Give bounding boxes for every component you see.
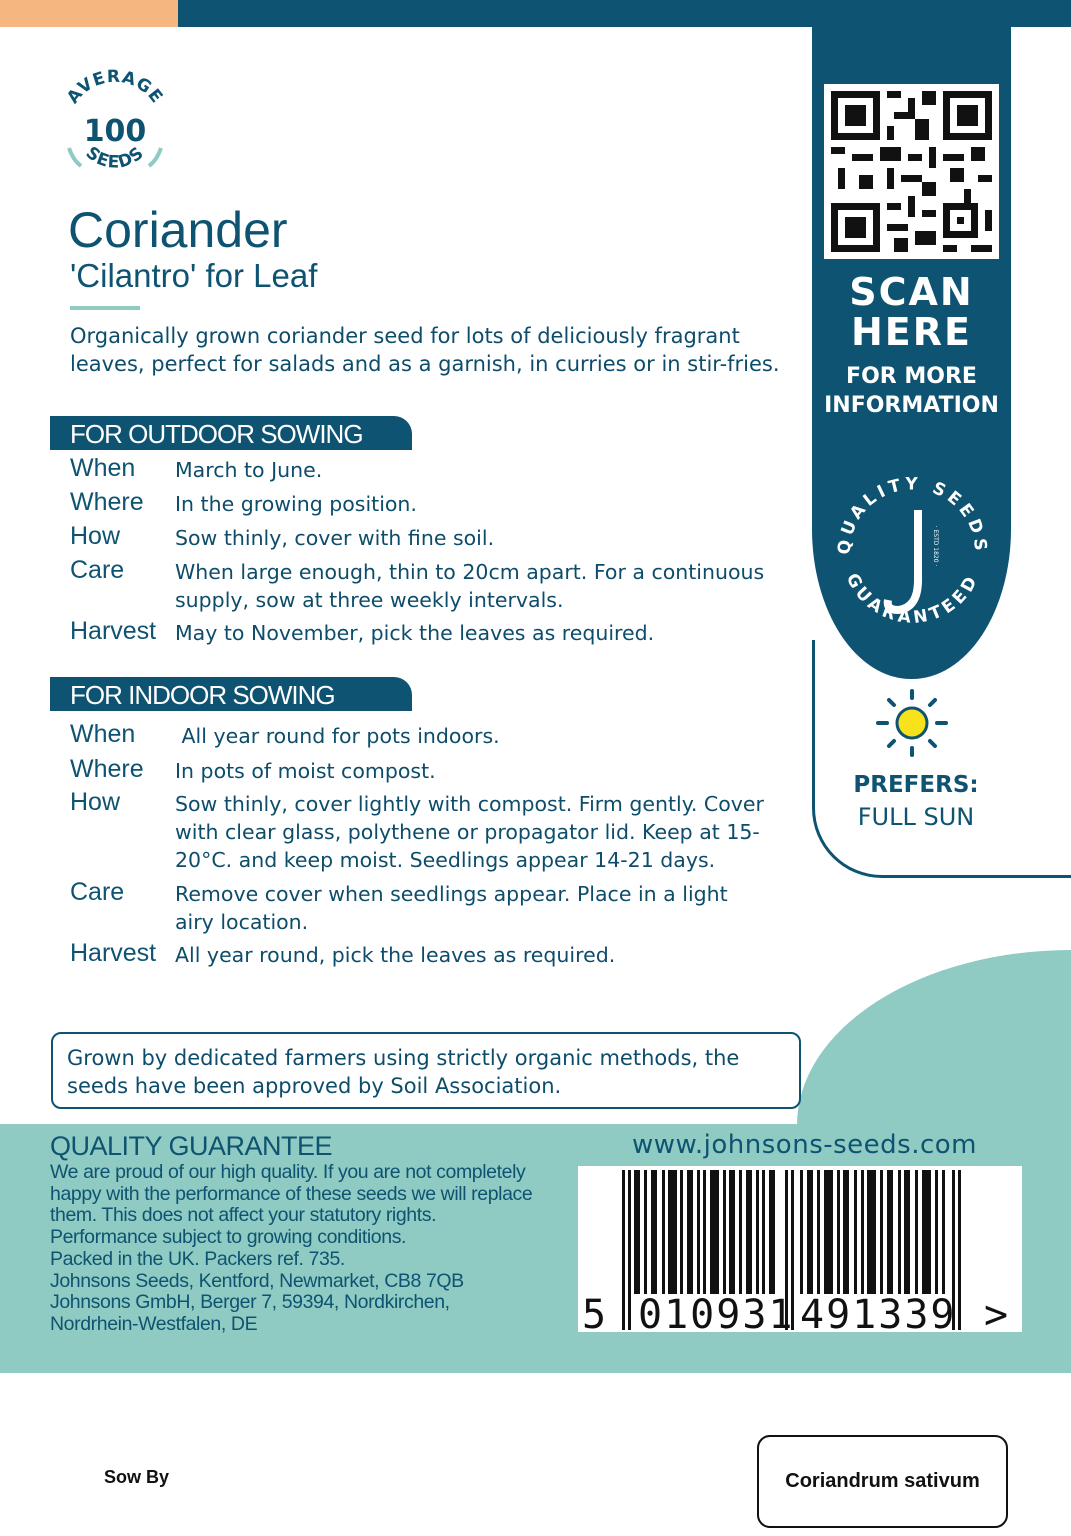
sow-by-label: Sow By — [104, 1467, 170, 1487]
barcode — [578, 1166, 1022, 1332]
outdoor-how-text: Sow thinly, cover with fine soil. — [175, 526, 495, 550]
latin-name-box — [757, 1435, 1008, 1528]
indoor-where-label: Where — [70, 755, 144, 783]
barcode-bars — [578, 1166, 1022, 1332]
qg-line: Johnsons GmbH, Berger 7, 59394, Nordkirchen, — [50, 1291, 450, 1314]
indoor-sowing-heading: FOR INDOOR SOWING — [50, 677, 412, 711]
badge-top-text: AVERAGE — [63, 68, 167, 108]
indoor-when-text: All year round for pots indoors. — [175, 724, 500, 748]
indoor-harvest-label: Harvest — [70, 939, 157, 967]
outdoor-care-text: When large enough, thin to 20cm apart. For a continuous supply, sow at three weekly intervals. — [175, 560, 765, 612]
svg-text:AVERAGE — [63, 68, 167, 108]
indoor-where-text: In pots of moist compost. — [175, 759, 436, 783]
top-bar — [178, 0, 1071, 27]
qg-line: Johnsons Seeds, Kentford, Newmarket, CB8 7QB — [50, 1269, 464, 1292]
sun-preference-value: FULL SUN — [857, 803, 975, 831]
qg-line: them. This does not affect your statutory rights. — [50, 1204, 437, 1227]
scan-here-text: SCAN HERE — [849, 270, 974, 354]
barcode-end-marker: > — [984, 1292, 1009, 1332]
website-link[interactable]: www.johnsons-seeds.com — [632, 1130, 978, 1160]
outdoor-when-text: March to June. — [175, 458, 323, 482]
quality-seeds-seal — [830, 470, 995, 645]
organic-note: Grown by dedicated farmers using strictly organic methods, the seeds have been approved by Soil Association. — [51, 1032, 801, 1109]
indoor-how-text: Sow thinly, cover lightly with compost. Firm gently. Cover with clear glass, polythene or propagator lid. Keep at 15-20°C. and keep moist. Seedlings appear 14-21 days. — [175, 792, 764, 872]
title-divider — [70, 306, 140, 310]
more-info-text: FOR MORE INFORMATION — [824, 364, 999, 418]
seal-estd-text: · ESTD 1820 · — [932, 525, 939, 567]
svg-text:QUALITY SEEDS — [834, 474, 990, 555]
qg-line: Packed in the UK. Packers ref. 735. — [50, 1247, 345, 1270]
qg-line: Performance subject to growing conditions. — [50, 1226, 407, 1249]
sun-icon — [872, 688, 952, 758]
quality-guarantee-heading: QUALITY GUARANTEE — [50, 1131, 333, 1161]
outdoor-harvest-text: May to November, pick the leaves as required. — [175, 621, 655, 645]
badge-leaf-right — [149, 148, 161, 166]
product-title: Coriander — [68, 202, 288, 258]
barcode-digits-left: 010931 — [638, 1292, 795, 1332]
outdoor-how-label: How — [70, 522, 121, 550]
outdoor-where-text: In the growing position. — [175, 492, 417, 516]
sun-panel-outline — [812, 640, 1071, 878]
top-bar-accent — [0, 0, 178, 27]
qg-line: happy with the performance of these seeds we will replace — [50, 1182, 533, 1205]
badge-bottom-text: SEEDS — [81, 142, 149, 173]
qr-code-icon[interactable] — [824, 84, 999, 259]
latin-name: Coriandrum sativum — [785, 1470, 980, 1492]
outdoor-where-label: Where — [70, 488, 144, 516]
barcode-digit-first: 5 — [582, 1292, 607, 1332]
qg-line: Nordrhein-Westfalen, DE — [50, 1312, 258, 1335]
product-description: Organically grown coriander seed for lots of deliciously fragrant leaves, perfect for salads and as a garnish, in curries or in stir-fries. — [70, 324, 780, 376]
outdoor-care-label: Care — [70, 556, 125, 584]
indoor-harvest-text: All year round, pick the leaves as required. — [175, 943, 616, 967]
seal-bottom-text: GUARANTEED — [841, 570, 984, 629]
seal-top-text: QUALITY SEEDS — [834, 474, 991, 556]
footer-curve — [797, 950, 1071, 1125]
barcode-digits-right: 491339 — [800, 1292, 957, 1332]
indoor-care-label: Care — [70, 878, 125, 906]
indoor-how-label: How — [70, 788, 121, 816]
indoor-care-text: Remove cover when seedlings appear. Place in a light airy location. — [175, 882, 728, 934]
badge-count: 100 — [83, 114, 147, 149]
johnsons-j-logo-icon — [888, 510, 918, 610]
outdoor-harvest-label: Harvest — [70, 617, 157, 645]
quality-guarantee-text — [50, 1162, 590, 1336]
outdoor-sowing-heading: FOR OUTDOOR SOWING — [50, 416, 412, 450]
average-seeds-badge — [55, 68, 175, 188]
indoor-when-label: When — [70, 720, 136, 748]
sun-preference-label: PREFERS: — [853, 772, 979, 798]
badge-leaf-left — [69, 148, 81, 166]
qg-line: We are proud of our high quality. If you are not completely — [50, 1161, 526, 1183]
product-subtitle: 'Cilantro' for Leaf — [70, 257, 318, 294]
outdoor-when-label: When — [70, 454, 136, 482]
